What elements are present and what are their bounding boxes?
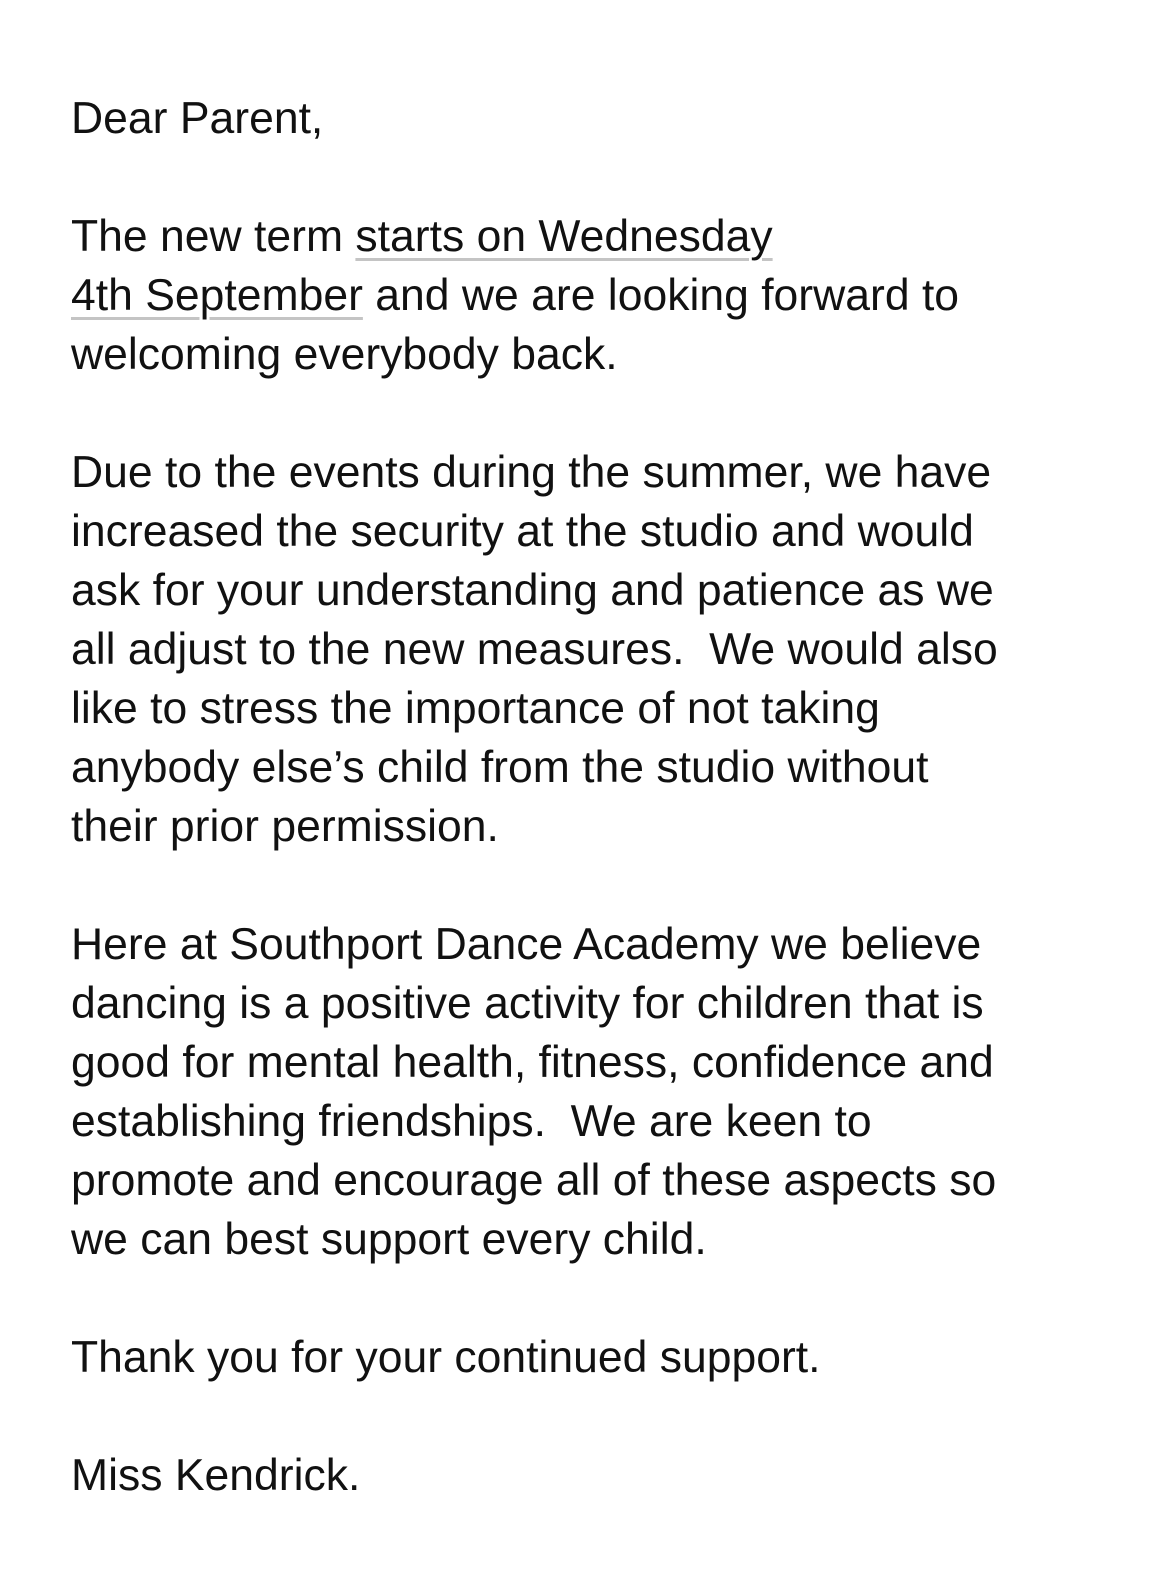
paragraph-line: like to stress the importance of not taking [71,684,880,733]
paragraph-gap [71,384,1141,443]
paragraph-line: anybody else’s child from the studio without [71,743,929,792]
paragraph-line: increased the security at the studio and would [71,507,974,556]
paragraph-line: good for mental health, fitness, confidence and [71,1038,994,1087]
paragraph-line: Due to the events during the summer, we have [71,448,992,497]
intro-text: The new term [71,212,356,261]
intro-line-2 [71,266,1141,325]
paragraph-line: all adjust to the new measures. We would also [71,625,998,674]
academy-paragraph [71,915,1141,1269]
date-link-part-1[interactable]: starts on Wednesday [355,212,773,261]
paragraph-gap [71,1269,1141,1328]
paragraph-line: establishing friendships. We are keen to [71,1097,872,1146]
paragraph-line: promote and encourage all of these aspects so [71,1156,997,1205]
intro-line-3: welcoming everybody back. [71,330,618,379]
paragraph-line: ask for your understanding and patience as we [71,566,994,615]
paragraph-line: we can best support every child. [71,1215,707,1264]
intro-line-1 [71,207,1141,266]
intro-paragraph [71,207,1141,384]
paragraph-line: dancing is a positive activity for children that is [71,979,984,1028]
paragraph-gap [71,148,1141,207]
paragraph-line: Here at Southport Dance Academy we believe [71,920,982,969]
intro-text: and we are looking forward to [362,271,960,320]
closing-line: Thank you for your continued support. [71,1333,821,1382]
letter-body [71,89,1141,1505]
signature: Miss Kendrick. [71,1451,361,1500]
paragraph-line: their prior permission. [71,802,499,851]
date-link-part-2[interactable]: 4th September [71,271,363,320]
salutation: Dear Parent, [71,94,324,143]
paragraph-gap [71,1387,1141,1446]
paragraph-gap [71,856,1141,915]
security-paragraph [71,443,1141,856]
